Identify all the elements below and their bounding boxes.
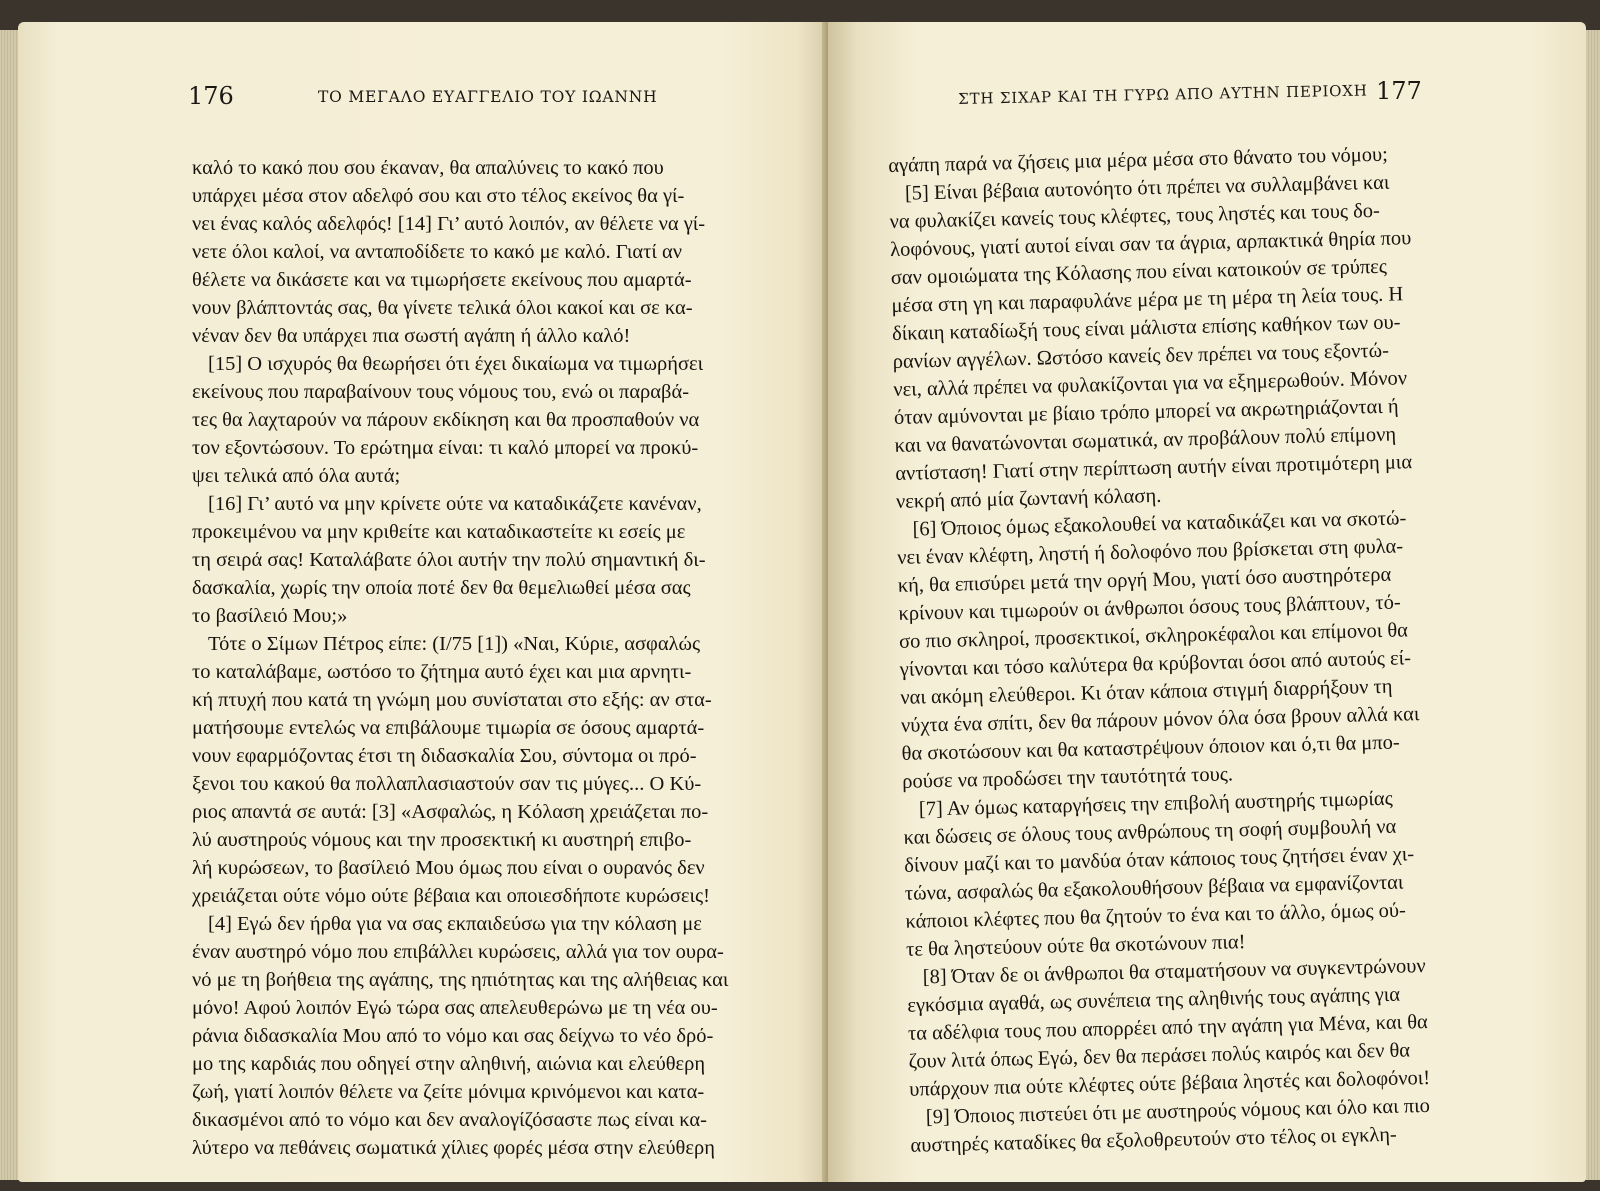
text-line: νουν εφαρμόζοντας έτσι τη διδασκαλία Σου, σύντομα οι πρό- [192, 745, 697, 767]
text-line: σαν ομοιώματα της Κόλασης που είναι κατοικούν σε τρύπες [890, 255, 1388, 289]
text-line: τον εξοντώσουν. Το ερώτημα είναι: τι καλό μπορεί να προκύ- [192, 437, 699, 459]
text-line: κή, θα επισύρει μετά την οργή Μου, γιατί όσο αυστηρότερα [897, 563, 1392, 597]
right-running-head: ΣΤΗ ΣΙΧΑΡ ΚΑΙ ΤΗ ΓΥΡΩ ΑΠΟ ΑΥΤΗΝ ΠΕΡΙΟΧΗ [958, 81, 1368, 108]
text-line: ψει τελικά από όλα αυτά; [192, 465, 401, 487]
text-line: νει, αλλά πρέπει να φυλακίζονται για να εξημερωθούν. Μόνον [893, 367, 1408, 401]
text-line: αγάπη παρά να ζήσεις μια μέρα μέσα στο θάνατο του νόμου; [888, 143, 1389, 177]
text-line: χρειάζεται ούτε νόμο ούτε βέβαια και οποιεσδήποτε κυρώσεις! [192, 885, 710, 907]
text-line: αυστηρές καταδίκες θα εξολοθρευτούν στο τέλος οι εγκλη- [910, 1123, 1397, 1157]
text-line: λοφόνους, γιατί αυτοί είναι σαν τα άγρια, αρπακτικά θηρία που [889, 227, 1412, 261]
text-line: ζωή, γιατί λοιπόν θέλετε να ζείτε μόνιμα κρινόμενοι και κατα- [192, 1081, 705, 1103]
text-line: ρανίων αγγέλων. Ωστόσο κανείς δεν πρέπει να τους εξοντώ- [892, 339, 1390, 373]
text-line: [6] Όποιος όμως εξακολουθεί να καταδικάζει και να σκοτώ- [912, 507, 1407, 541]
text-line: ριος απαντά σε αυτά: [3] «Ασφαλώς, η Κόλαση χρειάζεται πο- [192, 801, 709, 823]
left-page-text [192, 154, 772, 1162]
text-line: νουν βλάπτοντάς σας, θα γίνετε τελικά όλοι κακοί και σε κα- [192, 297, 693, 319]
text-line: [9] Όποιος πιστεύει ότι με αυστηρούς νόμους και όλο και πιο [925, 1094, 1431, 1129]
text-line: και να θανατώνονται σωματικά, αν προβάλουν πολύ επίμονη [894, 423, 1397, 457]
text-line: τε θα ληστεύουν ούτε θα σκοτώνουν πια! [905, 931, 1246, 961]
text-line: γίνονται και τόσο καλύτερα θα κρύβονται όσοι από αυτούς εί- [899, 647, 1412, 681]
text-line: εκείνους που παραβαίνουν τους νόμους του, ενώ οι παραβά- [192, 381, 690, 403]
text-line: [15] Ο ισχυρός θα θεωρήσει ότι έχει δικαίωμα να τιμωρήσει [208, 353, 704, 375]
text-line: μόνο! Αφού λοιπόν Εγώ τώρα σας απελευθερώνω με τη νέα ου- [192, 997, 718, 1019]
text-line: το βασίλειό Μου;» [192, 605, 348, 627]
right-page-text [888, 138, 1541, 1160]
right-page [828, 22, 1586, 1182]
text-line: ναι ακόμη ελεύθεροι. Κι όταν κάποια στιγμή διαρρήξουν τη [900, 675, 1393, 709]
text-line: κρίνουν και τιμωρούν οι άνθρωποι όσους τους βλάπτουν, τό- [898, 591, 1401, 625]
text-line: τα αδέλφια τους που απορρέει από την αγάπη για Μένα, και θα [907, 1010, 1428, 1045]
text-line: [8] Όταν δε οι άνθρωποι θα σταματήσουν να συγκεντρώνουν [922, 955, 1426, 989]
text-line: [7] Αν όμως καταργήσεις την επιβολή αυστηρής τιμωρίας [918, 787, 1393, 821]
text-line: προκειμένου να μην κριθείτε και καταδικαστείτε κι εσείς με [192, 521, 686, 543]
text-line: νό με τη βοήθεια της αγάπης, της ηπιότητας και της αλήθειας και [192, 969, 729, 991]
text-line: δίκαιη καταδίωξή τους είναι μάλιστα επίσης καθήκον των ου- [891, 311, 1401, 345]
text-line: ξενοι του κακού θα πολλαπλασιαστούν σαν τις μύγες... Ο Κύ- [192, 773, 702, 795]
text-line: εγκόσμια αγαθά, ως συνέπεια της αληθινής τους αγάπης για [907, 983, 1401, 1017]
text-line: το καταλάβαμε, ωστόσο το ζήτημα αυτό έχει και μια αρνητι- [192, 661, 692, 683]
text-line: μέσα στη γη και παραφυλάνε μέρα με τη μέρα τη λεία τους. Η [891, 283, 1404, 317]
right-page-number: 177 [1376, 77, 1422, 105]
text-line: θα σκοτώσουν και θα καταστρέψουν όποιον και ό,τι θα μπο- [901, 731, 1400, 765]
text-line: υπάρχει μέσα στον αδελφό σου και στο τέλος εκείνος θα γί- [192, 185, 685, 207]
text-line: και δώσεις σε όλους τους ανθρώπους τη σοφή συμβουλή να [903, 815, 1397, 849]
left-page-number: 176 [188, 82, 234, 110]
text-line: σο πιο σκληροί, προσεκτικοί, σκληροκέφαλοι και επίμονοι θα [898, 619, 1409, 653]
left-running-head: ΤΟ ΜΕΓΑΛΟ ΕΥΑΓΓΕΛΙΟ ΤΟΥ ΙΩΑΝΝΗ [318, 88, 658, 106]
text-line: όταν αμύνονται με βίαιο τρόπο μπορεί να ακρωτηριάζονται ή [893, 395, 1399, 429]
text-line: [4] Εγώ δεν ήρθα για να σας εκπαιδεύσω για την κόλαση με [208, 913, 702, 935]
text-line: νεκρή από μία ζωντανή κόλαση. [895, 484, 1162, 513]
text-line: νύχτα ένα σπίτι, δεν θα πάρουν μόνον όλα όσα βρουν αλλά και [900, 703, 1420, 737]
text-line: έναν αυστηρό νόμο που επιβάλλει κυρώσεις, αλλά για τον ουρα- [192, 941, 724, 963]
text-line: λύτερο να πεθάνεις σωματικά χίλιες φορές μέσα στην ελεύθερη [192, 1137, 715, 1159]
text-line: καλό το κακό που σου έκαναν, θα απαλύνεις το κακό που [192, 157, 664, 179]
left-page [18, 22, 828, 1182]
text-line: ματήσουμε εντελώς να επιβάλουμε τιμωρία σε όσους αμαρτά- [192, 717, 705, 739]
text-line: κάποιοι κλέφτες που θα ζητούν το ένα και το άλλο, όμως ού- [905, 899, 1407, 933]
text-line: να φυλακίζει κανείς τους κλέφτες, τους ληστές και τους δο- [889, 199, 1381, 233]
text-line: δικασμένοι από το νόμο και δεν αναλογίζόσαστε πως είναι κα- [192, 1109, 707, 1131]
text-line: αντίσταση! Γιατί στην περίπτωση αυτήν είναι προτιμότερη μια [895, 451, 1413, 485]
right-page-edges [1584, 30, 1600, 1180]
text-line: λύ αυστηρούς νόμους και την προσεκτική κι αυστηρή επιβο- [192, 829, 692, 851]
text-line: ζουν λιτά όπως Εγώ, δεν θα περάσει πολύς καιρός και δεν θα [908, 1039, 1411, 1073]
text-line: νετε όλοι καλοί, να ανταποδίδετε το κακό με καλό. Γιατί αν [192, 241, 682, 263]
text-line: δίνουν μαζί και το μανδύα όταν κάποιος τους ζητήσει έναν χι- [903, 843, 1415, 877]
text-line: νει ένας καλός αδελφός! [14] Γι’ αυτό λοιπόν, αν θέλετε να γί- [192, 213, 706, 235]
text-line: [16] Γι’ αυτό να μην κρίνετε ούτε να καταδικάζετε κανέναν, [208, 493, 702, 515]
text-line: λή κυρώσεων, το βασίλειό Μου όμως που είναι ο ουρανός δεν [192, 857, 705, 879]
text-line: τες θα λαχταρούν να πάρουν εκδίκηση και θα προσπαθούν να [192, 409, 700, 431]
text-line: Τότε ο Σίμων Πέτρος είπε: (I/75 [1]) «Ναι, Κύριε, ασφαλώς [208, 633, 701, 655]
text-line: υπάρχουν πια ούτε κλέφτες ούτε βέβαια ληστές και δολοφόνοι! [909, 1066, 1431, 1101]
text-line: κή πτυχή που κατά τη γνώμη μου συνίσταται στο εξής: αν στα- [192, 689, 712, 711]
text-line: [5] Είναι βέβαια αυτονόητο ότι πρέπει να συλλαμβάνει και [904, 171, 1390, 205]
text-line: θέλετε να δικάσετε και να τιμωρήσετε εκείνους που αμαρτά- [192, 269, 692, 291]
text-line: ράνια διδασκαλία Μου από το νόμο και σας δείχνω το νέο δρό- [192, 1025, 714, 1047]
text-line: ρούσε να προδώσει την ταυτότητά τους. [902, 763, 1234, 793]
text-line: τη σειρά σας! Καταλάβατε όλοι αυτήν την πολύ σημαντική δι- [192, 549, 706, 571]
text-line: δασκαλία, χωρίς την οποία ποτέ δεν θα θεμελιωθεί μέσα σας [192, 577, 691, 599]
text-line: νέναν δεν θα υπάρχει πια σωστή αγάπη ή άλλο καλό! [192, 325, 631, 347]
text-line: νει έναν κλέφτη, ληστή ή δολοφόνο που βρίσκεται στη φυλα- [896, 535, 1404, 569]
left-page-edges [0, 30, 20, 1180]
text-line: μο της καρδιάς που οδηγεί στην αληθινή, αιώνια και ελεύθερη [192, 1053, 706, 1075]
text-line: τώνα, ασφαλώς θα εξακολουθήσουν βέβαια να εμφανίζονται [904, 871, 1404, 905]
